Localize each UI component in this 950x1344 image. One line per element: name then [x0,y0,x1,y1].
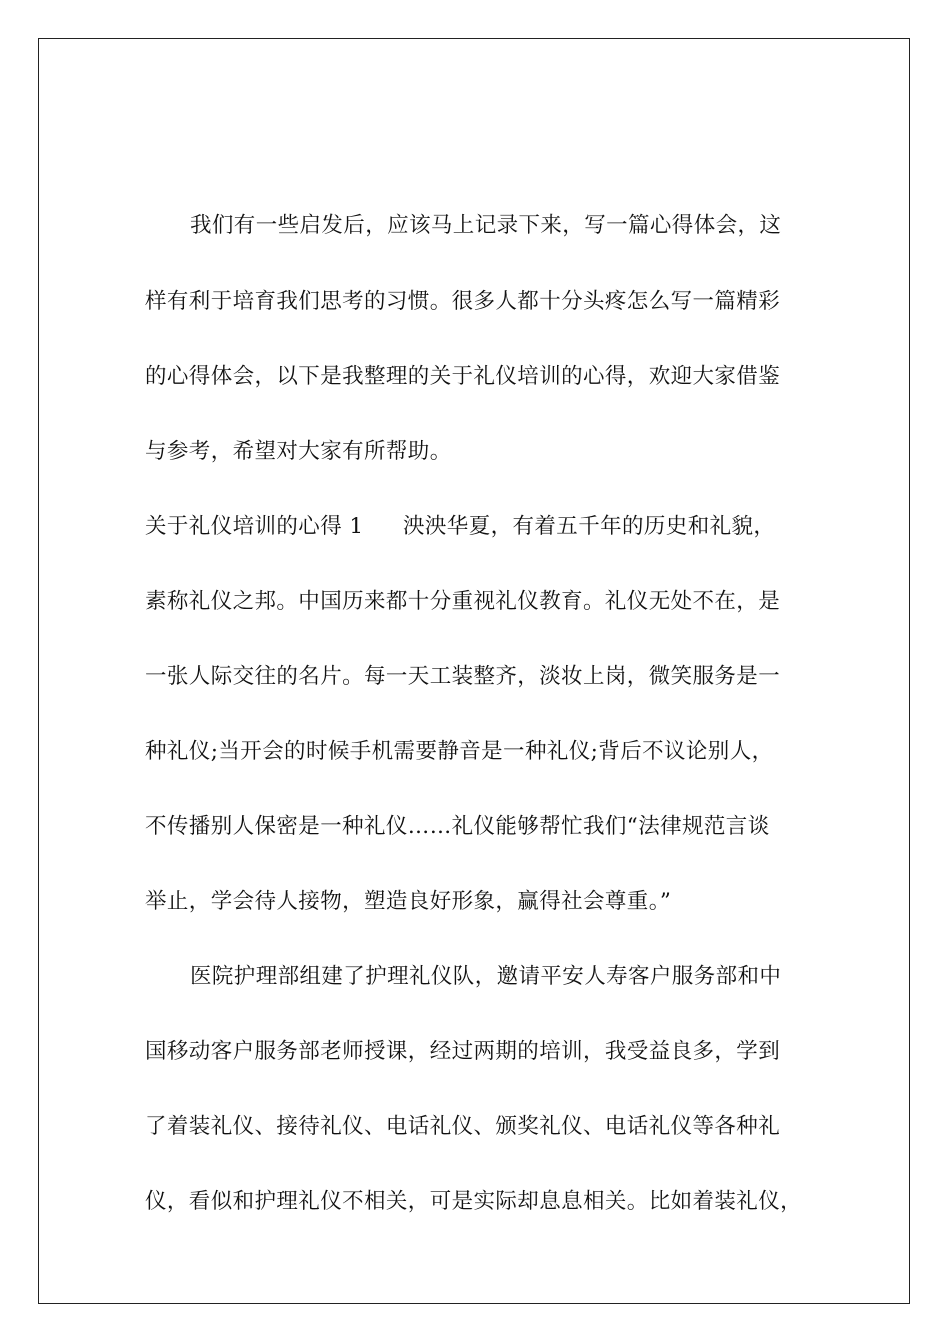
paragraph-2-line-2: 素称礼仪之邦。中国历来都十分重视礼仪教育。礼仪无处不在，是 [145,589,781,614]
paragraph-2-line-4: 种礼仪;当开会的时候手机需要静音是一种礼仪;背后不议论别人， [145,739,774,764]
paragraph-3-line-4: 仪，看似和护理礼仪不相关，可是实际却息息相关。比如着装礼仪， [145,1189,803,1214]
paragraph-1-line-2: 样有利于培育我们思考的习惯。很多人都十分头疼怎么写一篇精彩 [145,289,781,314]
paragraph-2-line-3: 一张人际交往的名片。每一天工装整齐，淡妆上岗，微笑服务是一 [145,664,781,689]
paragraph-3-line-1: 医院护理部组建了护理礼仪队，邀请平安人寿客户服务部和中 [190,964,782,989]
paragraph-3-line-3: 了着装礼仪、接待礼仪、电话礼仪、颁奖礼仪、电话礼仪等各种礼 [145,1114,781,1139]
paragraph-2-line-1: 泱泱华夏，有着五千年的历史和礼貌， [403,514,776,539]
paragraph-2-line-5: 不传播别人保密是一种礼仪……礼仪能够帮忙我们“法律规范言谈 [145,814,770,839]
paragraph-2-line-6: 举止，学会待人接物，塑造良好形象，赢得社会尊重。” [145,889,672,914]
section-heading: 关于礼仪培训的心得 1 [145,514,364,539]
paragraph-1-line-1: 我们有一些启发后，应该马上记录下来，写一篇心得体会，这 [190,213,782,238]
paragraph-1-line-4: 与参考，希望对大家有所帮助。 [145,439,452,464]
section-heading-line [145,512,805,542]
paragraph-1-line-3: 的心得体会，以下是我整理的关于礼仪培训的心得，欢迎大家借鉴 [145,364,781,389]
paragraph-3-line-2: 国移动客户服务部老师授课，经过两期的培训，我受益良多，学到 [145,1039,781,1064]
